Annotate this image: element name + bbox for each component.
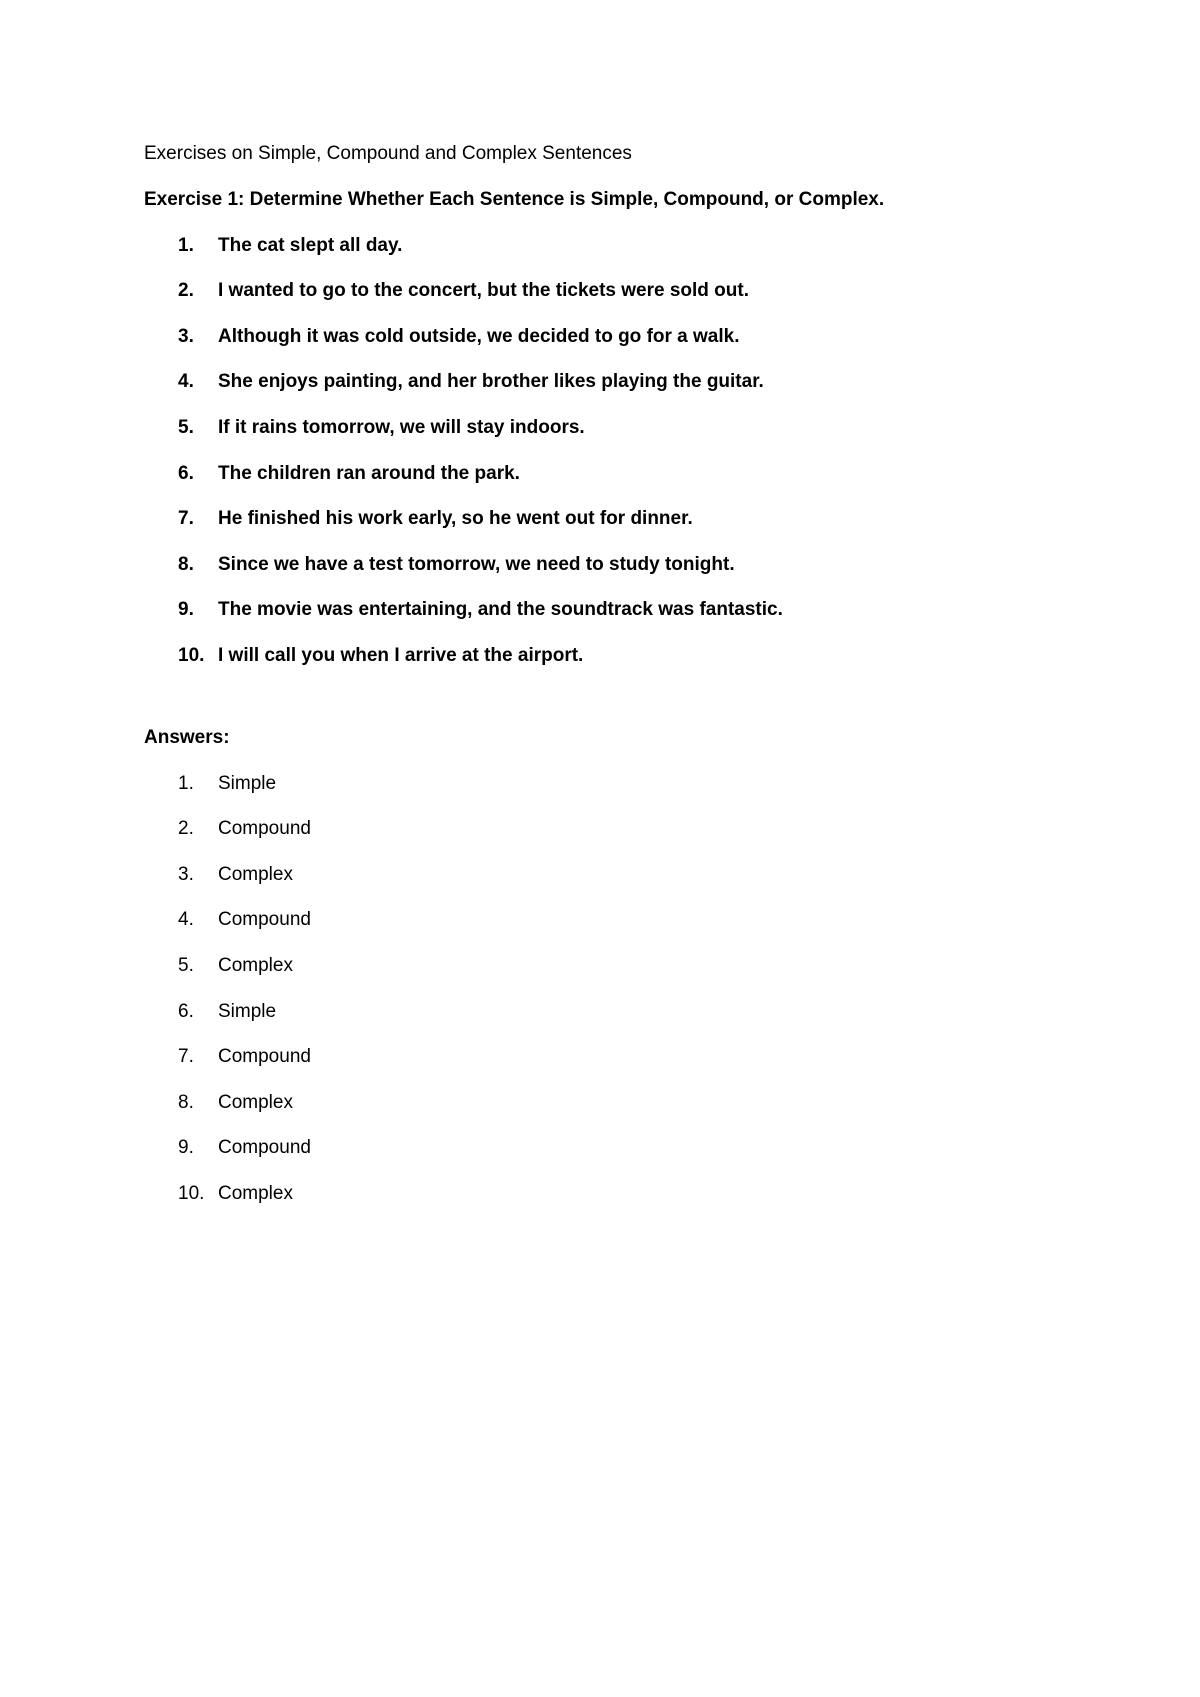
answer-item [144,772,1064,796]
exercise-item [144,598,1064,622]
exercise-sentence: The children ran around the park. [218,462,520,484]
exercise-number: 3. [178,325,194,347]
answer-text: Complex [218,863,293,885]
exercise-sentence: He finished his work early, so he went out for dinner. [218,508,693,530]
answer-number: 7. [178,1046,194,1068]
exercise-sentence: Although it was cold outside, we decided to go for a walk. [218,325,740,347]
answer-item [144,863,1064,887]
exercise-item [144,325,1064,349]
answer-number: 1. [178,772,194,794]
exercise-item [144,644,1064,668]
answer-text: Compound [218,1046,311,1068]
answer-text: Complex [218,954,293,976]
answer-item [144,1000,1064,1024]
answer-item [144,1091,1064,1115]
answer-text: Compound [218,1137,311,1159]
exercise-item [144,553,1064,577]
exercise-number: 9. [178,599,194,621]
answer-number: 8. [178,1091,194,1113]
exercise-sentence: Since we have a test tomorrow, we need to study tonight. [218,553,735,575]
exercise-item [144,370,1064,394]
answer-number: 6. [178,1000,194,1022]
answer-number: 5. [178,954,194,976]
answer-item [144,817,1064,841]
answer-text: Complex [218,1182,293,1204]
exercise-item [144,234,1064,258]
exercise-item [144,279,1064,303]
exercise-sentence: She enjoys painting, and her brother likes playing the guitar. [218,371,764,393]
exercise-number: 6. [178,462,194,484]
exercise-sentence: The cat slept all day. [218,234,403,256]
answer-text: Simple [218,1000,277,1022]
answer-text: Complex [218,1091,293,1113]
exercise-list [144,234,1064,668]
answer-number: 3. [178,863,194,885]
answer-item [144,1045,1064,1069]
answer-number: 9. [178,1137,194,1159]
exercise-sentence: If it rains tomorrow, we will stay indoors. [218,416,585,438]
answer-item [144,954,1064,978]
answer-text: Simple [218,772,277,794]
exercise-number: 1. [178,234,194,256]
exercise-number: 5. [178,416,194,438]
answer-number: 2. [178,818,194,840]
exercise-number: 10. [178,644,205,666]
exercise-number: 7. [178,508,194,530]
answer-item [144,1136,1064,1160]
exercise-number: 2. [178,280,194,302]
answers-heading: Answers: [144,726,230,748]
exercise-sentence: The movie was entertaining, and the soundtrack was fantastic. [218,599,783,621]
answer-number: 4. [178,909,194,931]
exercise-sentence: I will call you when I arrive at the airport. [218,644,584,666]
answer-item [144,908,1064,932]
exercise-item [144,462,1064,486]
answers-list [144,772,1064,1206]
document-title: Exercises on Simple, Compound and Complex Sentences [144,143,632,164]
document-content [144,142,1064,1206]
exercise-sentence: I wanted to go to the concert, but the tickets were sold out. [218,280,749,302]
exercise-item [144,507,1064,531]
answer-number: 10. [178,1182,205,1204]
exercise-item [144,416,1064,440]
exercise-heading: Exercise 1: Determine Whether Each Sentence is Simple, Compound, or Complex. [144,189,885,210]
answer-text: Compound [218,909,311,931]
answer-text: Compound [218,818,311,840]
answer-item [144,1182,1064,1206]
exercise-number: 4. [178,371,194,393]
exercise-number: 8. [178,553,194,575]
